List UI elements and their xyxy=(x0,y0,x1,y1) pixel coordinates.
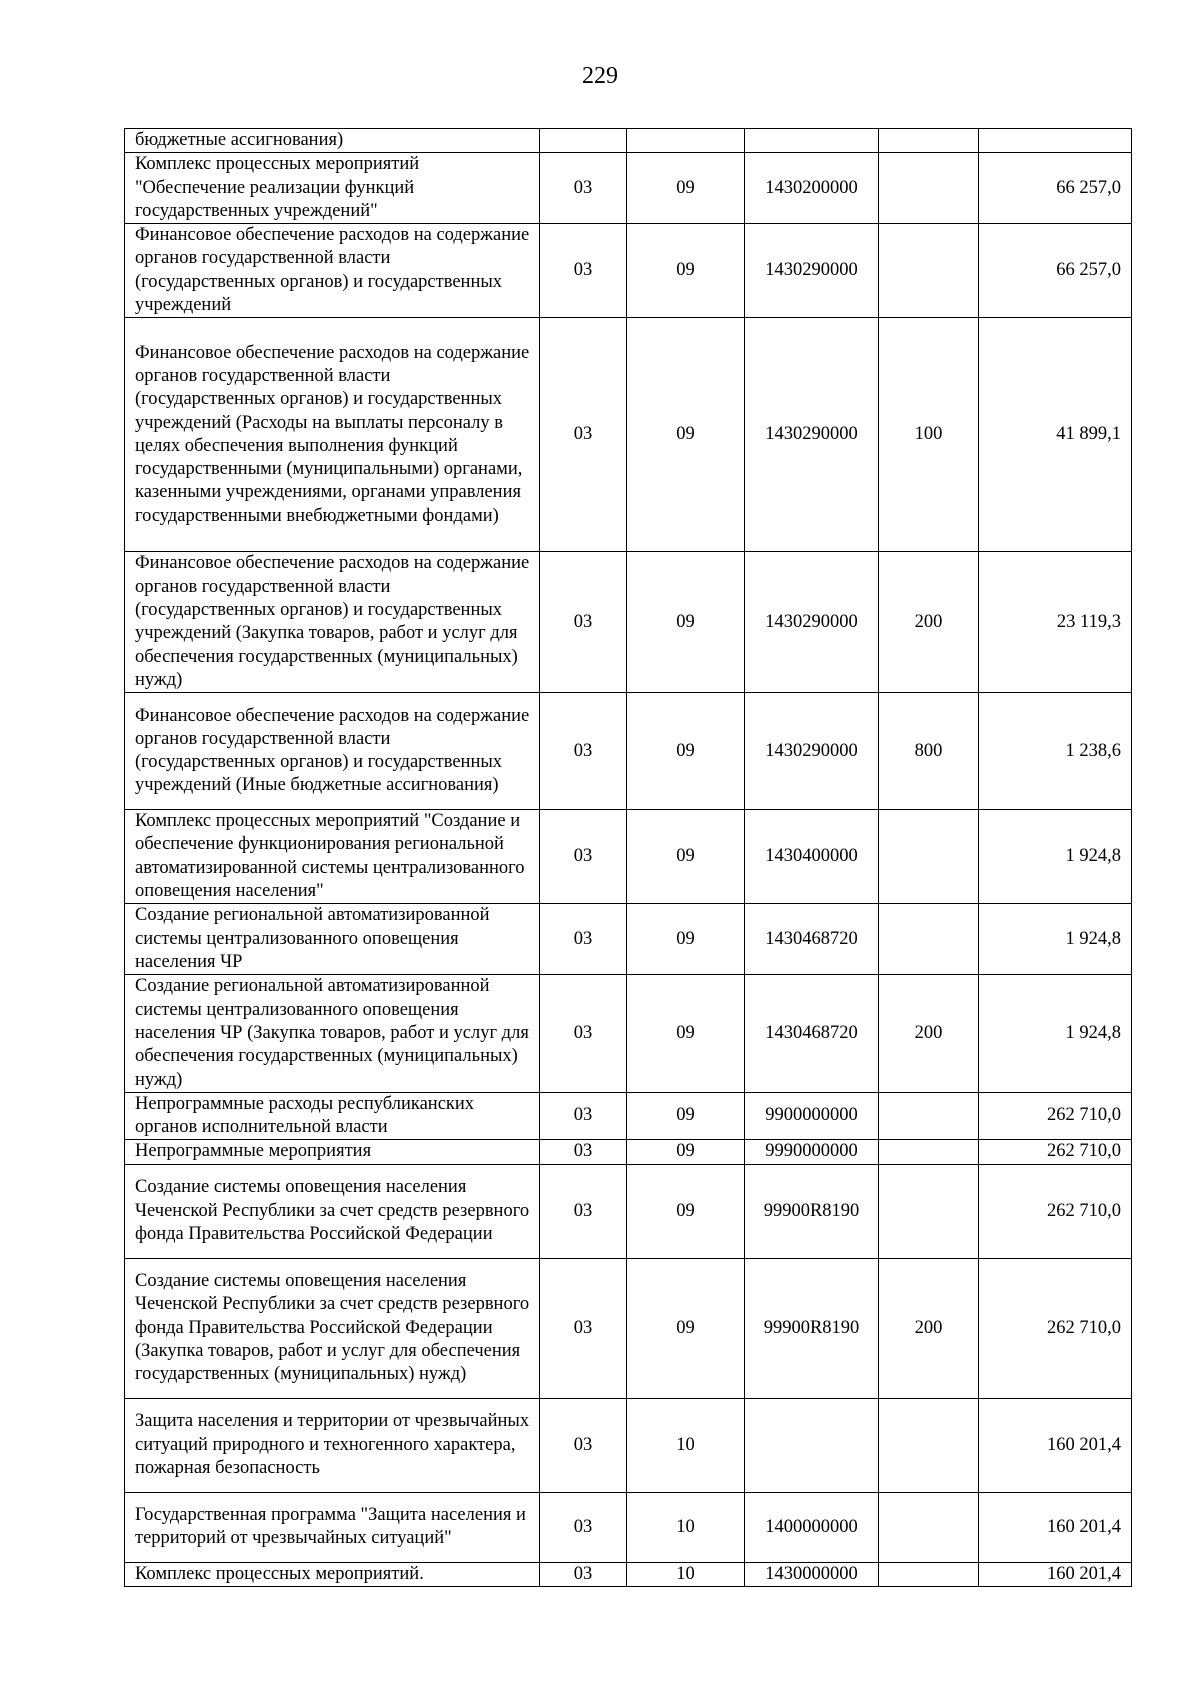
row-section: 03 xyxy=(540,224,627,318)
table-row xyxy=(125,552,1132,693)
row-amount: 1 924,8 xyxy=(979,904,1132,975)
table-row xyxy=(125,693,1132,810)
row-expense-type xyxy=(879,224,979,318)
row-amount: 160 201,4 xyxy=(979,1492,1132,1562)
budget-table xyxy=(124,128,1132,1587)
row-amount: 160 201,4 xyxy=(979,1398,1132,1492)
row-target-article: 1400000000 xyxy=(745,1492,879,1562)
row-target-article: 1430290000 xyxy=(745,224,879,318)
row-subsection: 09 xyxy=(627,693,745,810)
page-number: 229 xyxy=(582,63,618,89)
row-target-article: 1430400000 xyxy=(745,810,879,904)
row-target-article: 1430468720 xyxy=(745,975,879,1092)
row-subsection: 10 xyxy=(627,1492,745,1562)
row-amount: 160 201,4 xyxy=(979,1562,1132,1586)
row-section: 03 xyxy=(540,1092,627,1140)
row-section: 03 xyxy=(540,1492,627,1562)
row-name: Комплекс процессных мероприятий "Создание и обеспечение функционирования региональной автоматизированной системы централизованного оповещения населения" xyxy=(125,810,540,904)
row-expense-type xyxy=(879,904,979,975)
row-subsection: 09 xyxy=(627,1258,745,1398)
row-target-article xyxy=(745,129,879,153)
row-amount: 262 710,0 xyxy=(979,1164,1132,1258)
row-name: Создание региональной автоматизированной системы централизованного оповещения населения ЧР (Закупка товаров, работ и услуг для обеспечения государственных (муниципальных) нужд) xyxy=(125,975,540,1092)
table-row xyxy=(125,1092,1132,1140)
table-row xyxy=(125,1258,1132,1398)
row-name: Создание системы оповещения населения Чеченской Республики за счет средств резервного фонда Правительства Российской Федерации xyxy=(125,1164,540,1258)
row-target-article: 1430000000 xyxy=(745,1562,879,1586)
row-expense-type xyxy=(879,129,979,153)
row-amount: 66 257,0 xyxy=(979,224,1132,318)
row-subsection: 09 xyxy=(627,318,745,552)
row-expense-type: 200 xyxy=(879,975,979,1092)
row-subsection: 09 xyxy=(627,153,745,224)
row-name: Финансовое обеспечение расходов на содержание органов государственной власти (государственных органов) и государственных учреждений (Расходы на выплаты персоналу в целях обеспечения выполнения функций государственными (муниципальными) органами, казенными учреждениями, органами управления государственными внебюджетными фондами) xyxy=(125,318,540,552)
row-target-article: 1430290000 xyxy=(745,318,879,552)
row-section: 03 xyxy=(540,552,627,693)
row-subsection xyxy=(627,129,745,153)
row-expense-type xyxy=(879,1492,979,1562)
table-row xyxy=(125,1140,1132,1164)
table-row xyxy=(125,810,1132,904)
table-row xyxy=(125,975,1132,1092)
row-subsection: 09 xyxy=(627,1092,745,1140)
row-target-article: 1430200000 xyxy=(745,153,879,224)
table-row xyxy=(125,224,1132,318)
row-amount: 262 710,0 xyxy=(979,1140,1132,1164)
row-name: Финансовое обеспечение расходов на содержание органов государственной власти (государственных органов) и государственных учреждений (Иные бюджетные ассигнования) xyxy=(125,693,540,810)
row-target-article: 99900R8190 xyxy=(745,1258,879,1398)
row-name: Непрограммные расходы республиканских органов исполнительной власти xyxy=(125,1092,540,1140)
row-expense-type xyxy=(879,1398,979,1492)
row-name: Защита населения и территории от чрезвычайных ситуаций природного и техногенного характера, пожарная безопасность xyxy=(125,1398,540,1492)
row-target-article: 99900R8190 xyxy=(745,1164,879,1258)
row-section: 03 xyxy=(540,1258,627,1398)
row-section: 03 xyxy=(540,975,627,1092)
row-section xyxy=(540,129,627,153)
row-amount: 262 710,0 xyxy=(979,1258,1132,1398)
row-target-article: 9990000000 xyxy=(745,1140,879,1164)
table-row xyxy=(125,904,1132,975)
row-subsection: 09 xyxy=(627,904,745,975)
row-name: Финансовое обеспечение расходов на содержание органов государственной власти (государственных органов) и государственных учреждений xyxy=(125,224,540,318)
row-target-article: 1430468720 xyxy=(745,904,879,975)
row-name: бюджетные ассигнования) xyxy=(125,129,540,153)
row-name: Создание системы оповещения населения Чеченской Республики за счет средств резервного фонда Правительства Российской Федерации (Закупка товаров, работ и услуг для обеспечения государственных (муниципальных) нужд) xyxy=(125,1258,540,1398)
row-name: Комплекс процессных мероприятий. xyxy=(125,1562,540,1586)
row-name: Комплекс процессных мероприятий "Обеспечение реализации функций государственных учреждений" xyxy=(125,153,540,224)
row-name: Государственная программа "Защита населения и территорий от чрезвычайных ситуаций" xyxy=(125,1492,540,1562)
row-expense-type xyxy=(879,153,979,224)
row-amount: 262 710,0 xyxy=(979,1092,1132,1140)
row-name: Непрограммные мероприятия xyxy=(125,1140,540,1164)
row-amount xyxy=(979,129,1132,153)
row-amount: 66 257,0 xyxy=(979,153,1132,224)
row-subsection: 09 xyxy=(627,552,745,693)
row-expense-type xyxy=(879,1164,979,1258)
row-subsection: 10 xyxy=(627,1398,745,1492)
row-section: 03 xyxy=(540,904,627,975)
row-amount: 41 899,1 xyxy=(979,318,1132,552)
row-section: 03 xyxy=(540,1562,627,1586)
row-target-article: 9900000000 xyxy=(745,1092,879,1140)
row-expense-type xyxy=(879,1562,979,1586)
row-amount: 1 924,8 xyxy=(979,810,1132,904)
row-subsection: 09 xyxy=(627,1164,745,1258)
row-target-article: 1430290000 xyxy=(745,693,879,810)
row-section: 03 xyxy=(540,1164,627,1258)
table-row xyxy=(125,1492,1132,1562)
row-target-article: 1430290000 xyxy=(745,552,879,693)
row-expense-type: 100 xyxy=(879,318,979,552)
row-section: 03 xyxy=(540,318,627,552)
row-expense-type xyxy=(879,810,979,904)
row-expense-type: 200 xyxy=(879,552,979,693)
row-name: Создание региональной автоматизированной системы централизованного оповещения населения ЧР xyxy=(125,904,540,975)
row-section: 03 xyxy=(540,1398,627,1492)
table-row xyxy=(125,1562,1132,1586)
row-amount: 1 238,6 xyxy=(979,693,1132,810)
row-expense-type xyxy=(879,1092,979,1140)
row-expense-type xyxy=(879,1140,979,1164)
table-row xyxy=(125,1164,1132,1258)
row-expense-type: 200 xyxy=(879,1258,979,1398)
table-row xyxy=(125,153,1132,224)
row-target-article xyxy=(745,1398,879,1492)
row-name: Финансовое обеспечение расходов на содержание органов государственной власти (государственных органов) и государственных учреждений (Закупка товаров, работ и услуг для обеспечения государственных (муниципальных) нужд) xyxy=(125,552,540,693)
row-expense-type: 800 xyxy=(879,693,979,810)
row-amount: 23 119,3 xyxy=(979,552,1132,693)
row-subsection: 09 xyxy=(627,810,745,904)
row-section: 03 xyxy=(540,1140,627,1164)
row-section: 03 xyxy=(540,153,627,224)
row-amount: 1 924,8 xyxy=(979,975,1132,1092)
row-subsection: 09 xyxy=(627,975,745,1092)
row-subsection: 10 xyxy=(627,1562,745,1586)
table-row xyxy=(125,1398,1132,1492)
row-subsection: 09 xyxy=(627,1140,745,1164)
table-row xyxy=(125,129,1132,153)
row-section: 03 xyxy=(540,693,627,810)
row-section: 03 xyxy=(540,810,627,904)
table-row xyxy=(125,318,1132,552)
row-subsection: 09 xyxy=(627,224,745,318)
